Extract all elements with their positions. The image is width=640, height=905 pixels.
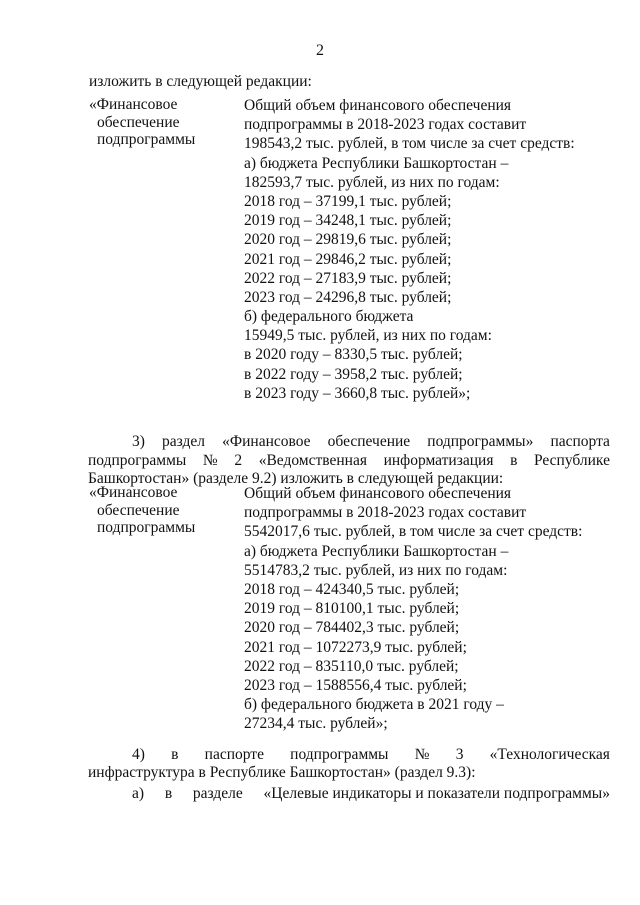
- block2-line: а) бюджета Республики Башкортостан –: [244, 542, 509, 560]
- block1-line: подпрограммы в 2018-2023 годах составит: [244, 116, 527, 134]
- block1-line: 15949,5 тыс. рублей, из них по годам:: [244, 327, 492, 345]
- block1-label-line-3: подпрограммы: [97, 131, 196, 148]
- block1-line: 182593,7 тыс. рублей, из них по годам:: [244, 173, 500, 191]
- block1-line: 2022 год – 27183,9 тыс. рублей;: [244, 269, 452, 287]
- block1-line: 198543,2 тыс. рублей, в том числе за счет средств:: [244, 135, 575, 153]
- item4-word: 3: [455, 746, 464, 763]
- item4-line-2: инфраструктура в Республике Башкортостан» (раздел 9.3):: [88, 764, 476, 781]
- item4-word: паспорте: [204, 746, 264, 763]
- item3-word: обеспечение: [327, 433, 411, 450]
- item4a-word: разделе: [192, 785, 243, 802]
- block1-line: 2023 год – 24296,8 тыс. рублей;: [244, 288, 452, 306]
- item3-word: 2: [234, 452, 243, 469]
- block1-label: [89, 96, 239, 149]
- block1-label-line-2: обеспечение: [97, 113, 180, 131]
- block2-line: 2022 год – 835110,0 тыс. рублей;: [244, 657, 459, 675]
- item4-word: подпрограммы: [290, 746, 389, 763]
- item3-word: «Финансовое: [222, 433, 311, 450]
- item4-word: 4): [132, 746, 145, 763]
- block2-line: 2018 год – 424340,5 тыс. рублей;: [244, 580, 460, 598]
- item3-word: подпрограммы»: [427, 433, 534, 450]
- item3-word: «Ведомственная: [258, 452, 367, 469]
- block2-line: подпрограммы в 2018-2023 годах составит: [244, 504, 527, 522]
- item3-word: Республике: [534, 452, 610, 469]
- item3-word: паспорта: [550, 433, 610, 450]
- block2-line: 5542017,6 тыс. рублей, в том числе за счет средств:: [244, 523, 583, 541]
- block2-label-line-2: обеспечение: [97, 501, 180, 519]
- item4-word: «Технологическая: [489, 746, 610, 763]
- item3-word: 3): [132, 433, 145, 450]
- item3-line-3: Башкортостан» (разделе 9.2) изложить в следующей редакции:: [88, 470, 504, 487]
- item3-line-2: [88, 451, 610, 470]
- item3-word: информатизация: [383, 452, 494, 469]
- block2-line: 2019 год – 810100,1 тыс. рублей;: [244, 600, 460, 618]
- block1-line: 2019 год – 34248,1 тыс. рублей;: [244, 212, 452, 230]
- block2-line: 2023 год – 1588556,4 тыс. рублей;: [244, 676, 467, 694]
- item4a-line: [132, 784, 610, 803]
- item4a-word: в: [164, 785, 173, 802]
- block1-label-line-1: «Финансовое: [89, 96, 178, 113]
- block1-line: в 2022 году – 3958,2 тыс. рублей;: [244, 365, 463, 383]
- block2-line: 27234,4 тыс. рублей»;: [244, 715, 388, 733]
- item3-word: раздел: [162, 433, 206, 450]
- block1-values: [244, 96, 624, 403]
- item3-word: №: [202, 452, 218, 469]
- block2-line: 2021 год – 1072273,9 тыс. рублей;: [244, 638, 467, 656]
- intro-line: изложить в следующей редакции:: [89, 73, 312, 90]
- item4-word: №: [414, 746, 430, 763]
- item3-line-1: [132, 432, 610, 451]
- block1-line: в 2020 году – 8330,5 тыс. рублей;: [244, 346, 463, 364]
- item3-word: в: [510, 452, 518, 469]
- block2-label: [89, 484, 239, 537]
- block2-label-line-3: подпрограммы: [97, 519, 196, 536]
- block1-line: Общий объем финансового обеспечения: [244, 97, 512, 114]
- block1-line: в 2023 году – 3660,8 тыс. рублей»;: [244, 384, 471, 402]
- block2-label-line-1: «Финансовое: [89, 484, 178, 501]
- item4a-word: а): [132, 785, 145, 802]
- block1-line: 2020 год – 29819,6 тыс. рублей;: [244, 231, 452, 249]
- item4-word: в: [171, 746, 179, 763]
- block2-line: б) федерального бюджета в 2021 году –: [244, 696, 504, 714]
- block1-line: 2021 год – 29846,2 тыс. рублей;: [244, 250, 452, 268]
- page-number: 2: [316, 42, 324, 59]
- item4a-word: «Целевые индикаторы и показатели подпрограммы»: [263, 785, 610, 802]
- block2-values: [244, 484, 624, 733]
- item3-word: подпрограммы: [88, 452, 187, 469]
- block1-line: а) бюджета Республики Башкортостан –: [244, 154, 509, 172]
- item4-line-1: [132, 745, 610, 764]
- block2-line: 5514783,2 тыс. рублей, из них по годам:: [244, 561, 508, 579]
- block2-line: Общий объем финансового обеспечения: [244, 485, 512, 502]
- block1-line: б) федерального бюджета: [244, 308, 414, 326]
- block1-line: 2018 год – 37199,1 тыс. рублей;: [244, 192, 452, 210]
- block2-line: 2020 год – 784402,3 тыс. рублей;: [244, 619, 460, 637]
